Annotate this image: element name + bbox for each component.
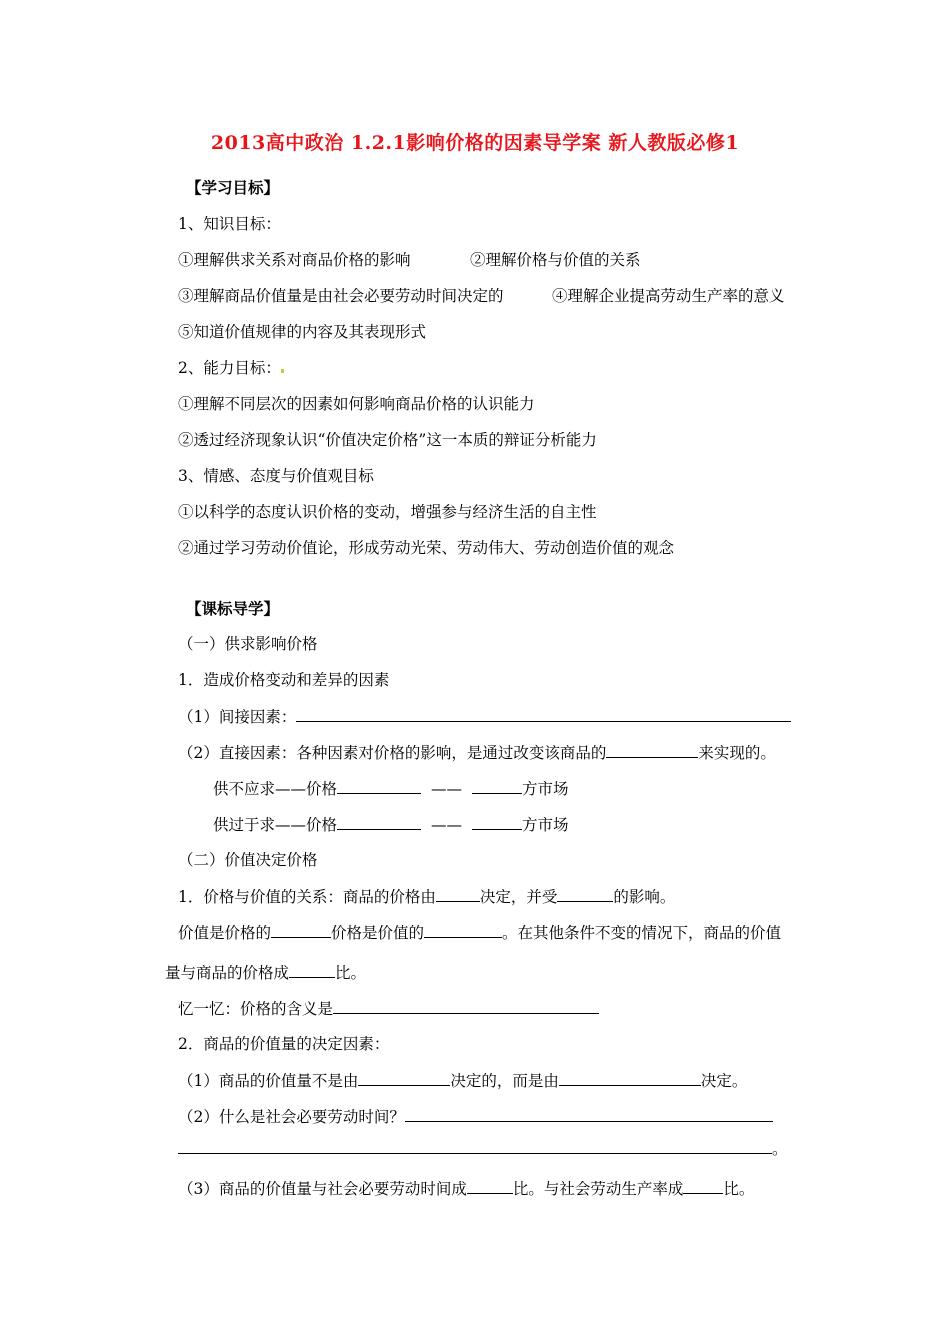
question: 2．商品的价值量的决定因素：: [178, 1035, 390, 1053]
question-text: 决定，并受: [479, 888, 558, 906]
question-text: 决定。: [700, 1072, 748, 1090]
question-row: [178, 1178, 754, 1199]
dash-text: ——: [431, 816, 463, 834]
question-row: [178, 1138, 788, 1159]
question-text: 1．价格与价值的关系：商品的价格由: [178, 888, 436, 906]
goal-item: ⑤知道价值规律的内容及其表现形式: [178, 323, 427, 341]
question-text: 量与商品的价格成: [165, 964, 290, 982]
fill-blank[interactable]: [358, 1070, 450, 1086]
question-row: [178, 1070, 747, 1091]
goal-item: ②透过经济现象认识“价值决定价格”这一本质的辩证分析能力: [178, 431, 597, 449]
fill-blank[interactable]: [467, 1178, 513, 1194]
fill-blank[interactable]: [337, 814, 421, 830]
question: 1．造成价格变动和差异的因素: [178, 671, 390, 689]
fill-blank[interactable]: [606, 742, 698, 758]
fill-blank[interactable]: [296, 706, 791, 722]
question-text: 比。: [723, 1180, 755, 1198]
fill-blank[interactable]: [271, 922, 331, 938]
subsection-heading: （一）供求影响价格: [178, 635, 318, 653]
question-text: 方市场: [522, 780, 569, 798]
fill-blank[interactable]: [557, 886, 613, 902]
question-text: 供过于求——价格: [213, 816, 338, 834]
question-text: 方市场: [522, 816, 569, 834]
goal-item: ③理解商品价值量是由社会必要劳动时间决定的: [178, 287, 504, 305]
fill-blank[interactable]: [436, 886, 480, 902]
goal-item: ①以科学的态度认识价格的变动，增强参与经济生活的自主性: [178, 503, 597, 521]
fill-blank[interactable]: [472, 778, 522, 794]
question-text: （2）直接因素：各种因素对价格的影响，是通过改变该商品的: [178, 744, 607, 762]
fill-blank[interactable]: [405, 1106, 773, 1122]
fill-blank[interactable]: [337, 778, 421, 794]
question-text: （1）商品的价值量不是由: [178, 1072, 359, 1090]
emotion-goal-heading: 3、情感、态度与价值观目标: [178, 467, 374, 485]
page-title: 2013高中政治 1.2.1影响价格的因素导学案 新人教版必修1: [210, 132, 740, 154]
question-row: [178, 742, 776, 763]
fill-blank[interactable]: [178, 1138, 772, 1154]
fill-blank[interactable]: [472, 814, 522, 830]
question-row: [178, 998, 599, 1019]
fill-blank[interactable]: [683, 1178, 723, 1194]
question-text: 价格是价值的: [331, 924, 425, 942]
question-text: 来实现的。: [698, 744, 776, 762]
question-text: 。在其他条件不变的情况下，商品的价值: [502, 924, 782, 942]
fill-blank[interactable]: [424, 922, 502, 938]
question-text: 比。: [335, 964, 367, 982]
question-row: [178, 1106, 773, 1127]
goal-item: ②理解价格与价值的关系: [470, 251, 641, 269]
section-heading-guide: 【课标导学】: [186, 599, 280, 618]
goal-item: ①理解不同层次的因素如何影响商品价格的认识能力: [178, 395, 535, 413]
question-row: [178, 886, 675, 907]
question-text: 供不应求——价格: [213, 780, 338, 798]
question-text: 价值是价格的: [178, 924, 272, 942]
question-text: 。: [772, 1140, 788, 1158]
question-text: 忆一忆：价格的含义是: [178, 1000, 334, 1018]
question-row: [178, 706, 791, 727]
goal-item: ①理解供求关系对商品价格的影响: [178, 251, 411, 269]
question-text: （3）商品的价值量与社会必要劳动时间成: [178, 1180, 467, 1198]
fill-blank[interactable]: [559, 1070, 701, 1086]
question-text: 的影响。: [613, 888, 676, 906]
goal-item: ②通过学习劳动价值论，形成劳动光荣、劳动伟大、劳动创造价值的观念: [178, 539, 675, 557]
subsection-heading: （二）价值决定价格: [178, 851, 318, 869]
question-text: 决定的，而是由: [450, 1072, 559, 1090]
question-text: （1）间接因素：: [178, 708, 297, 726]
ability-goal-heading: [178, 358, 284, 378]
question-row: [213, 778, 569, 799]
question-text: 比。与社会劳动生产率成: [512, 1180, 684, 1198]
section-heading-goals: 【学习目标】: [186, 178, 280, 197]
question-row: [213, 814, 569, 835]
fill-blank[interactable]: [289, 962, 335, 978]
stray-dot: [281, 369, 284, 373]
question-text: （2）什么是社会必要劳动时间？: [178, 1108, 405, 1126]
fill-blank[interactable]: [333, 998, 599, 1014]
question-row: [178, 922, 781, 943]
ability-goal-label: 2、能力目标：: [178, 359, 281, 377]
dash-text: ——: [431, 780, 463, 798]
goal-item: ④理解企业提高劳动生产率的意义: [552, 287, 785, 305]
knowledge-goal-heading: 1、知识目标：: [178, 215, 281, 233]
question-row: [165, 962, 366, 983]
